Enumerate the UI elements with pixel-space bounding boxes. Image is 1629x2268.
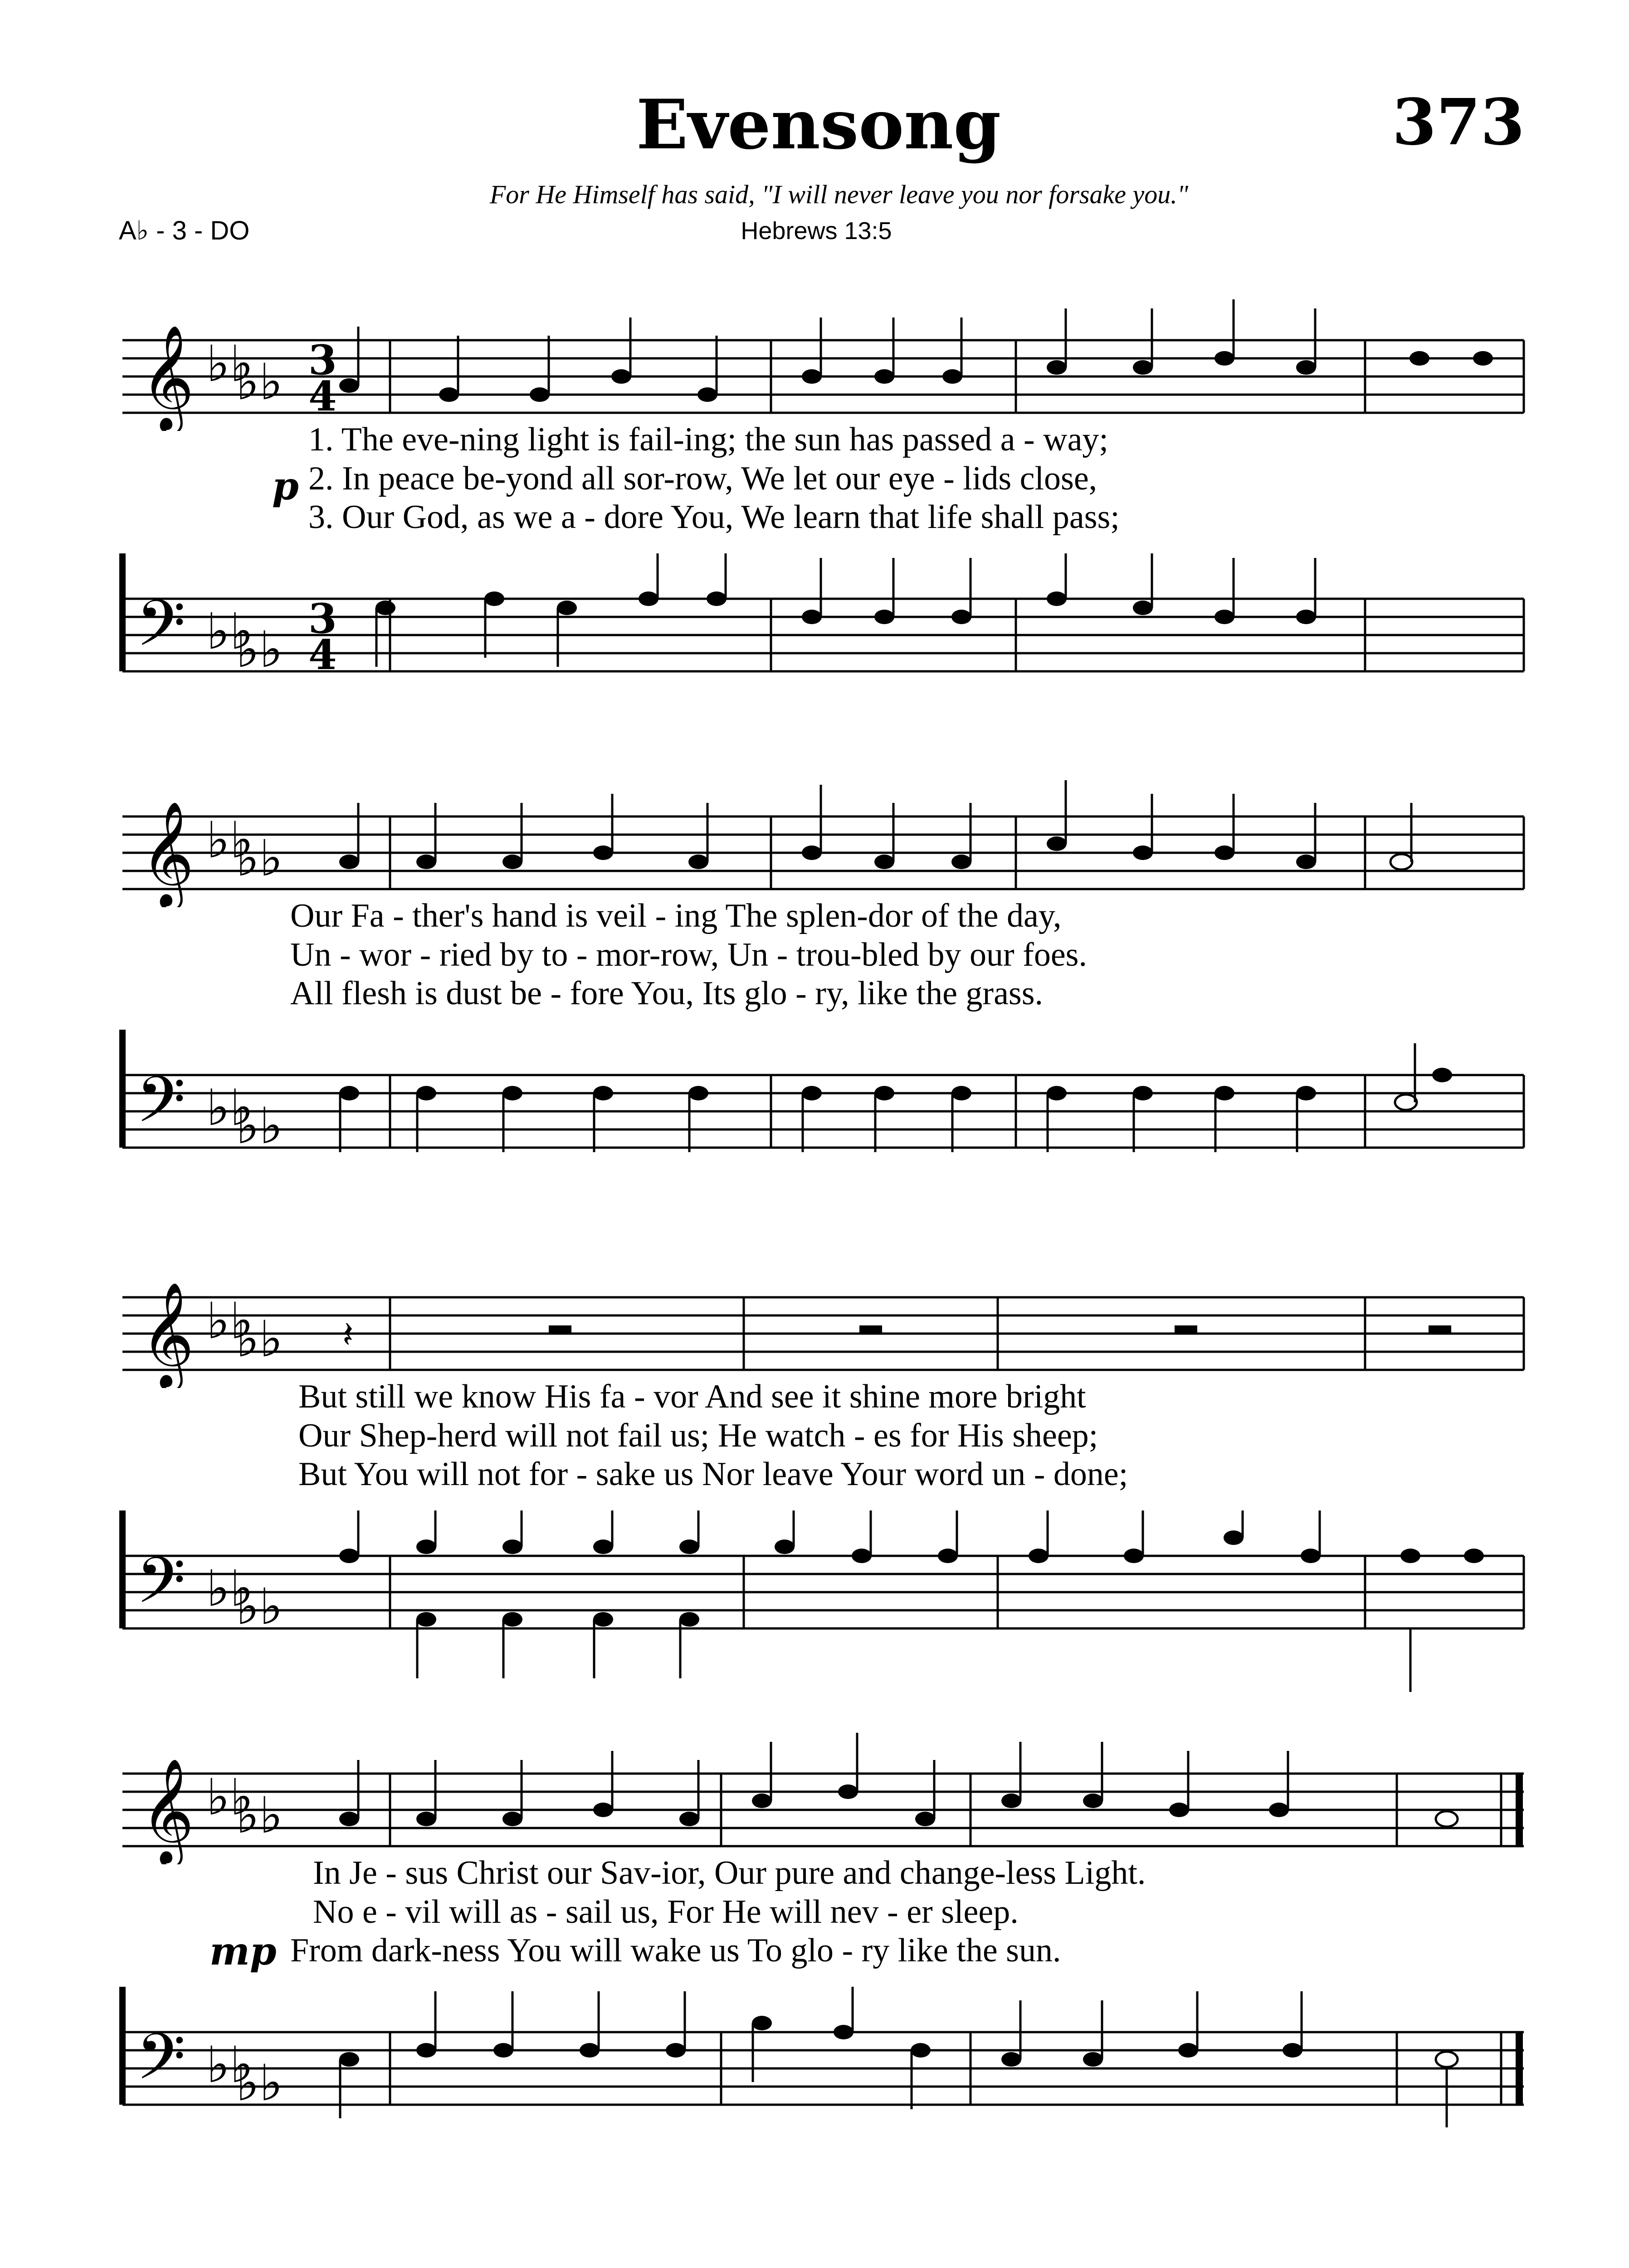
- dynamic-marking: p: [272, 464, 299, 508]
- music-system-1: [0, 272, 1629, 748]
- lyric-verse-3: But You will not for - sake us Nor leave Your word un - done;: [298, 1456, 1128, 1493]
- lyric-verse-3: 3. Our God, as we a - dore You, We learn that life shall pass;: [308, 499, 1120, 536]
- svg-text:𝄽: 𝄽: [342, 1314, 354, 1356]
- svg-text:4: 4: [308, 372, 337, 420]
- lyric-verse-2: Un - wor - ried by to - mor-row, Un - trou-bled by our foes.: [290, 936, 1087, 973]
- lyric-verse-1: But still we know His fa - vor And see it shine more bright: [298, 1378, 1086, 1415]
- svg-text:♭♭: ♭♭: [236, 621, 283, 679]
- epigraph: For He Himself has said, "I will never leave you nor forsake you.": [489, 180, 1189, 209]
- svg-text:𝄞: 𝄞: [141, 1281, 195, 1387]
- svg-text:3: 3: [308, 595, 337, 643]
- svg-text:𝄢: 𝄢: [136, 1063, 186, 1153]
- svg-text:♭♭: ♭♭: [206, 1079, 254, 1137]
- lyric-verse-1: Our Fa - ther's hand is veil - ing The splen-dor of the day,: [290, 897, 1062, 934]
- scripture-reference: Hebrews 13:5: [741, 217, 892, 244]
- svg-text:♭♭: ♭♭: [236, 829, 283, 887]
- lyric-verse-1: In Je - sus Christ our Sav-ior, Our pure and change-less Light.: [313, 1854, 1146, 1892]
- svg-text:𝄢: 𝄢: [136, 2020, 186, 2110]
- hymn-title: Evensong: [636, 85, 1001, 165]
- svg-text:♭♭: ♭♭: [206, 1768, 254, 1826]
- svg-text:𝄞: 𝄞: [141, 1758, 195, 1863]
- key-note: A♭ - 3 - DO: [119, 216, 250, 245]
- svg-text:𝄢: 𝄢: [136, 1544, 186, 1633]
- svg-text:♭♭: ♭♭: [236, 2054, 283, 2112]
- treble-staff: [0, 1728, 1629, 1864]
- treble-staff: [0, 771, 1629, 907]
- svg-text:♭♭: ♭♭: [206, 1559, 254, 1618]
- treble-staff: [0, 295, 1629, 431]
- lyric-verse-2: 2. In peace be-yond all sor-row, We let our eye - lids close,: [308, 460, 1097, 497]
- music-system-4: [0, 1706, 1629, 2204]
- svg-text:𝄞: 𝄞: [141, 801, 195, 906]
- svg-text:♭♭: ♭♭: [206, 2036, 254, 2094]
- svg-text:♭♭: ♭♭: [236, 1578, 283, 1636]
- treble-staff: [0, 1252, 1629, 1388]
- svg-text:♭♭: ♭♭: [236, 1310, 283, 1368]
- svg-text:𝄢: 𝄢: [136, 587, 186, 676]
- svg-text:♭♭: ♭♭: [206, 811, 254, 869]
- bass-staff: [0, 553, 1629, 744]
- lyric-verse-1: 1. The eve-ning light is fail-ing; the sun has passed a - way;: [308, 421, 1108, 458]
- svg-text:♭♭: ♭♭: [206, 602, 254, 660]
- svg-text:𝄞: 𝄞: [141, 324, 195, 430]
- lyric-verse-2: No e - vil will as - sail us, For He will nev - er sleep.: [313, 1893, 1019, 1931]
- svg-text:♭♭: ♭♭: [206, 1292, 254, 1350]
- svg-text:♭♭: ♭♭: [236, 1786, 283, 1844]
- lyric-verse-2: Our Shep-herd will not fail us; He watch - es for His sheep;: [298, 1417, 1098, 1454]
- svg-text:♭♭: ♭♭: [236, 353, 283, 411]
- lyric-verse-3: From dark-ness You will wake us To glo - ry like the sun.: [290, 1932, 1061, 1969]
- bass-staff: [0, 1030, 1629, 1220]
- bass-staff: [0, 1987, 1629, 2177]
- svg-text:3: 3: [308, 336, 337, 384]
- lyric-verse-3: All flesh is dust be - fore You, Its glo - ry, like the grass.: [290, 975, 1044, 1012]
- music-system-2: [0, 748, 1629, 1225]
- bass-staff: [0, 1510, 1629, 1701]
- music-system-3: [0, 1229, 1629, 1706]
- hymn-number: 373: [1392, 85, 1525, 160]
- svg-text:4: 4: [308, 631, 337, 679]
- svg-text:♭♭: ♭♭: [206, 335, 254, 393]
- svg-text:♭♭: ♭♭: [236, 1097, 283, 1155]
- dynamic-marking: mp: [210, 1929, 277, 1974]
